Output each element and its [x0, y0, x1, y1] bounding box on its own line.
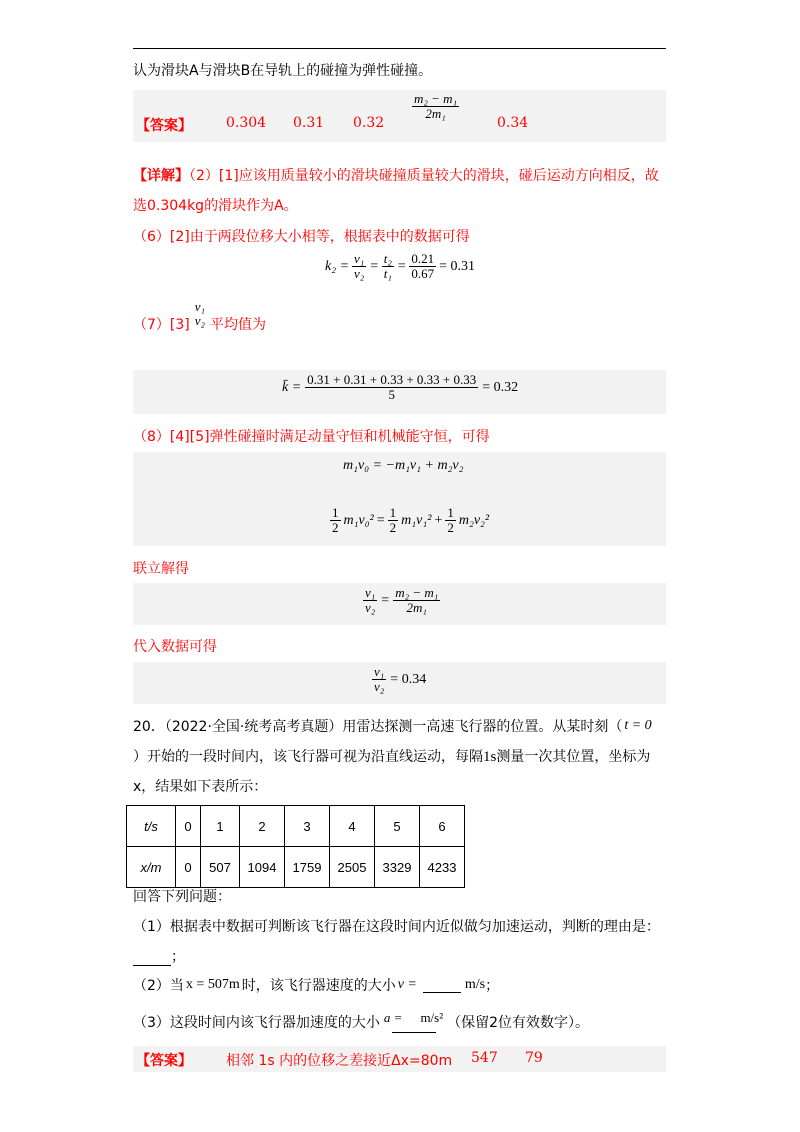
answer-blank-2[interactable] — [423, 978, 461, 993]
lianli-text: 联立解得 — [133, 561, 189, 577]
eq-solve-den-r: 2m₁ — [406, 600, 427, 616]
q20-text-1: 20．（2022·全国·统考高考真题）用雷达探测一高速飞行器的位置。从某时刻（ — [133, 719, 623, 735]
table-cell: 0 — [176, 847, 201, 888]
eq-kbar-lhs: k̄ = — [282, 379, 302, 395]
table-cell: 507 — [201, 847, 240, 888]
eq-energy-half-1-num: 1 — [332, 505, 339, 520]
eq-energy-half-2-num: 1 — [389, 505, 397, 520]
answer2-text-1: 相邻 1s 内的位移之差接近Δx=80m — [226, 1053, 453, 1069]
equation-k2: k₂ = $\frac{\text{v₁}}{\text{v₂}}$ = $\frac{\text{t₂}}{\text{t₁}}$ = $\frac{0.21}{0.67}$ = 0.31 — [325, 251, 476, 282]
table-cell: 0 — [176, 806, 201, 847]
table-cell: 1094 — [240, 847, 285, 888]
eq-k2-f2-num: t₂ — [383, 251, 392, 266]
eq-final-result: = 0.34 — [390, 671, 427, 687]
line7-frac-num: v₁ — [194, 299, 206, 314]
table-cell: 4 — [330, 806, 375, 847]
q20-line-1 — [133, 716, 652, 736]
table-row-position — [127, 847, 465, 888]
q20-sub-1-blank-line — [133, 946, 185, 966]
eq-k2-f3-num: 0.21 — [411, 251, 435, 266]
eq-energy-half-3-num: 1 — [447, 505, 454, 520]
q20-sub-2-unit: m/s — [464, 977, 486, 992]
eq-energy-half-2-den: 2 — [389, 520, 397, 536]
answer1-value-2: 0.31 — [293, 115, 325, 131]
eq-energy: $\frac{1}{2}$ m₁v₀² = $\frac{1}{2}$ m₁v₁² + $\frac{1}{2}$ m₂v₂² — [332, 505, 490, 536]
answer-label-1: 【答案】 — [136, 118, 192, 134]
explain-line-2: 选0.304kg的滑块作为A。 — [133, 198, 298, 214]
dairu-text: 代入数据可得 — [133, 639, 217, 655]
table-header-x: x/m — [127, 847, 176, 888]
table-cell: 1 — [201, 806, 240, 847]
eq-solve-num-r: m₂ − m₁ — [395, 585, 439, 600]
table-cell: 2 — [240, 806, 285, 847]
position-table — [126, 805, 465, 888]
eq-momentum: m₁v₀ = −m₁v₁ + m₂v₂ — [343, 458, 464, 473]
answer-box-1 — [133, 90, 666, 142]
answer1-frac-num: m₂ − m₁ — [414, 91, 458, 106]
q20-line-3: x，结果如下表所示： — [133, 779, 268, 795]
eq-energy-half-1-den: 2 — [332, 520, 339, 536]
explain-line-3: （6）[2]由于两段位移大小相等，根据表中的数据可得 — [133, 229, 470, 245]
q20-interval: 1s — [483, 749, 497, 765]
q20-sub-2-prefix: （2）当 — [133, 978, 184, 994]
answer2-text-3: 79 — [525, 1050, 543, 1066]
line7-suffix: 平均值为 — [210, 317, 267, 334]
answer-prompt: 回答下列问题： — [133, 889, 231, 905]
eq-kbar-num: 0.31 + 0.31 + 0.33 + 0.33 + 0.33 — [307, 372, 477, 387]
answer-blank-3[interactable] — [392, 1026, 436, 1033]
line7-prefix: （7）[3] — [133, 317, 190, 334]
eq-energy-term-3: m₂v₂² — [458, 512, 490, 528]
q20-sub-3-blank-group — [384, 1010, 443, 1033]
eq-k2-f2-den: t₁ — [383, 266, 392, 282]
answer1-value-3: 0.32 — [353, 115, 385, 131]
q20-sub-2 — [133, 975, 499, 995]
q20-sub-2-end: ； — [485, 978, 500, 994]
answer-blank-1[interactable] — [133, 951, 171, 966]
answer-label-2: 【答案】 — [136, 1053, 192, 1069]
explain-label: 【详解】 — [133, 168, 189, 184]
eq-final-den: v₂ — [374, 679, 385, 695]
eq-kbar-result: = 0.32 — [482, 379, 519, 395]
eq-energy-term-2: m₁v₁² — [401, 512, 432, 528]
line7-frac-den: v₂ — [194, 313, 206, 329]
eq-energy-term-1: m₁v₀² — [343, 512, 374, 528]
intro-line: 认为滑块A与滑块B在导轨上的碰撞为弹性碰撞。 — [133, 63, 433, 79]
answer1-value-1: 0.304 — [226, 115, 267, 131]
eq-energy-half-3-den: 2 — [447, 520, 454, 536]
q20-t-eq: t = 0 — [624, 718, 652, 733]
eq-solve-den-l: v₂ — [365, 600, 376, 616]
q20-sub-3-prefix: （3）这段时间内该飞行器加速度的大小 — [133, 1014, 380, 1031]
table-cell: 5 — [375, 806, 420, 847]
q20-sub-2-v: v = — [397, 977, 417, 992]
q20-sub-1: （1）根据表中数据可判断该飞行器在这段时间内近似做匀加速运动，判断的理由是： — [133, 919, 660, 935]
q20-sub-3-a: a = — [383, 1010, 403, 1025]
equation-kbar — [282, 373, 518, 403]
eq-k2-f1-den: v₂ — [354, 266, 365, 282]
q20-text-2: ）开始的一段时间内，该飞行器可视为沿直线运动，每隔 — [133, 749, 483, 765]
q20-sub-1-end: ； — [171, 949, 185, 965]
eq-solve-num-l: v₁ — [365, 585, 376, 600]
eq-k2-lhs: k₂ = — [325, 258, 350, 274]
table-header-t: t/s — [127, 806, 176, 847]
table-cell: 4233 — [420, 847, 465, 888]
table-cell: 6 — [420, 806, 465, 847]
eq-final-num: v₁ — [374, 664, 385, 679]
answer1-fraction — [412, 92, 459, 122]
q20-sub-2-x: x = 507m — [185, 977, 240, 992]
q20-sub-3-suffix: （保留2位有效数字）。 — [447, 1014, 590, 1031]
eq-solve: $\frac{\text{v₁}}{\text{v₂}}$ = $\frac{\text{m₂ − m₁}}{\text{2m₁}}$ — [365, 585, 439, 616]
q20-text-2b: 测量一次其位置，坐标为 — [496, 749, 651, 765]
explain-line-8: （8）[4][5]弹性碰撞时满足动量守恒和机械能守恒，可得 — [133, 429, 490, 445]
table-cell: 1759 — [285, 847, 330, 888]
eq-k2-f1-num: v₁ — [354, 251, 365, 266]
q20-line-2 — [133, 746, 650, 766]
table-row-time — [127, 806, 465, 847]
eq-final — [372, 665, 426, 695]
eq-kbar-den: 5 — [388, 387, 395, 403]
answer1-frac-den: 2m₁ — [425, 106, 446, 122]
table-cell: 3 — [285, 806, 330, 847]
q20-sub-3-unit: m/s² — [420, 1010, 444, 1025]
header-rule — [133, 48, 666, 49]
eq-k2-result: = 0.31 — [439, 258, 476, 274]
eq-k2-f3-den: 0.67 — [411, 266, 435, 282]
answer2-text-2: 547 — [471, 1050, 498, 1066]
answer1-value-5: 0.34 — [497, 115, 529, 131]
explain-line-7 — [133, 299, 267, 339]
explain-text-1: （2）[1]应该用质量较小的滑块碰撞质量较大的滑块，碰后运动方向相反，故 — [189, 168, 659, 184]
q20-sub-2-mid: 时，该飞行器速度的大小 — [241, 978, 396, 994]
table-cell: 2505 — [330, 847, 375, 888]
table-cell: 3329 — [375, 847, 420, 888]
q20-sub-3 — [133, 1010, 589, 1033]
explain-line-1 — [133, 165, 659, 187]
